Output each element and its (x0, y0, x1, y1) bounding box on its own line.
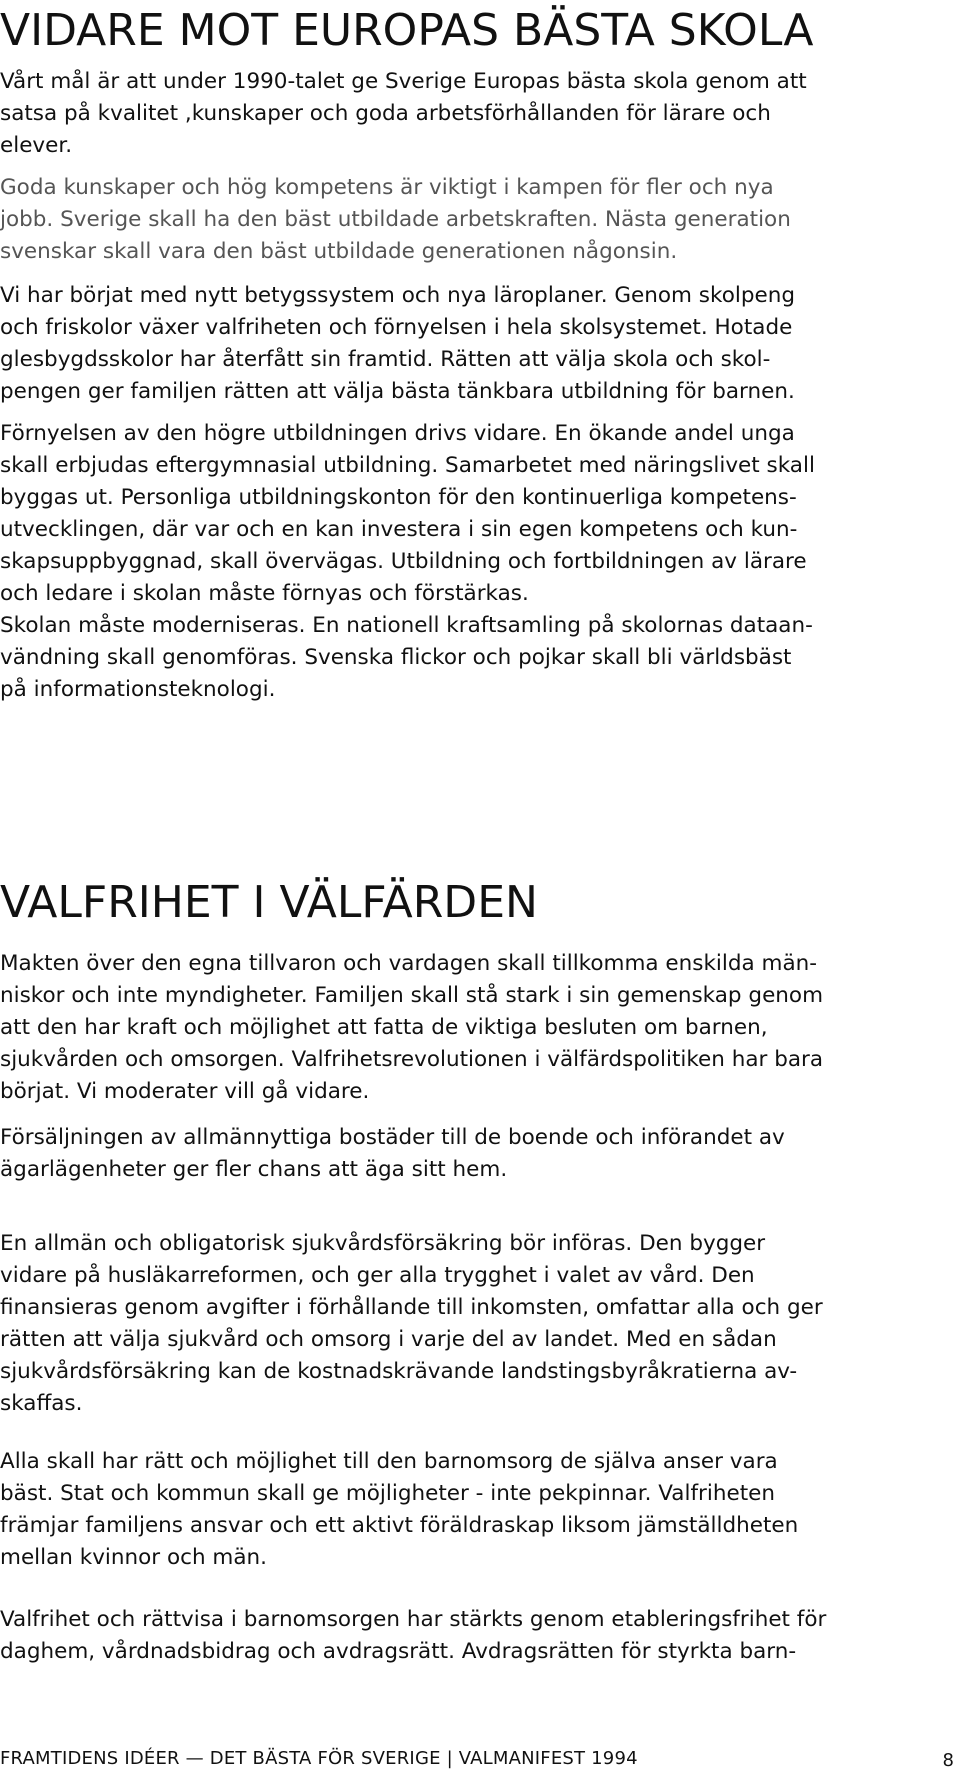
page-number: 8 (942, 1750, 954, 1771)
paragraph: Förnyelsen av den högre utbildningen drivs vidare. En ökande andel unga skall erbjudas eftergymnasial utbildning. Samarbetet med näringslivet skall byggas ut. Personliga utbildningskonton för den kontinuerliga kompetens- utvecklingen, där var och en kan investera i sin egen kompetens och kun- skapsuppbyggnad, skall övervägas. Utbildning och fortbildningen av lärare och ledare i skolan måste förnyas och förstärkas. (0, 421, 815, 606)
section-heading-school: VIDARE MOT EUROPAS BÄSTA SKOLA (0, 5, 814, 56)
page-footer (0, 1746, 960, 1776)
paragraph: Vårt mål är att under 1990-talet ge Sverige Europas bästa skola genom att satsa på kvalitet ,kunskaper och goda arbetsförhållanden för lärare och elever. (0, 69, 807, 158)
paragraph: En allmän och obligatorisk sjukvårdsförsäkring bör införas. Den bygger vidare på husläkarreformen, och ger alla trygghet i valet av vård. Den finansieras genom avgifter i förhållande till inkomsten, omfattar alla och ger rätten att välja sjukvård och omsorg i varje del av landet. Med en sådan sjukvårdsförsäkring kan de kostnadskrävande landstingsbyråkratierna av- skaffas. (0, 1231, 823, 1416)
footer-title: FRAMTIDENS IDÉER — DET BÄSTA FÖR SVERIGE | VALMANIFEST 1994 (0, 1748, 638, 1769)
paragraph: Goda kunskaper och hög kompetens är viktigt i kampen för fler och nya jobb. Sverige skall ha den bäst utbildade arbetskraften. Nästa generation svenskar skall vara den bäst utbildade generationen någonsin. (0, 175, 791, 264)
paragraph: Alla skall har rätt och möjlighet till den barnomsorg de själva anser vara bäst. Stat och kommun skall ge möjligheter - inte pekpinnar. Valfriheten främjar familjens ansvar och ett aktivt föräldraskap liksom jämställdheten mellan kvinnor och män. (0, 1449, 799, 1570)
paragraph: Försäljningen av allmännyttiga bostäder till de boende och införandet av ägarlägenheter ger fler chans att äga sitt hem. (0, 1125, 785, 1182)
paragraph: Skolan måste moderniseras. En nationell kraftsamling på skolornas dataan- vändning skall genomföras. Svenska flickor och pojkar skall bli världsbäst på informationsteknologi. (0, 613, 813, 702)
paragraph: Makten över den egna tillvaron och vardagen skall tillkomma enskilda män- niskor och inte myndigheter. Familjen skall stå stark i sin gemenskap genom att den har kraft och möjlighet att fatta de viktiga besluten om barnen, sjukvården och omsorgen. Valfrihetsrevolutionen i välfärdspolitiken har bara börjat. Vi moderater vill gå vidare. (0, 951, 824, 1104)
section-heading-welfare: VALFRIHET I VÄLFÄRDEN (0, 877, 538, 928)
paragraph: Vi har börjat med nytt betygssystem och nya läroplaner. Genom skolpeng och friskolor växer valfriheten och förnyelsen i hela skolsystemet. Hotade glesbygdsskolor har återfått sin framtid. Rätten att välja skola och skol- pengen ger familjen rätten att välja bästa tänkbara utbildning för barnen. (0, 283, 795, 404)
paragraph: Valfrihet och rättvisa i barnomsorgen har stärkts genom etableringsfrihet för daghem, vårdnadsbidrag och avdragsrätt. Avdragsrätten för styrkta barn- (0, 1607, 827, 1664)
